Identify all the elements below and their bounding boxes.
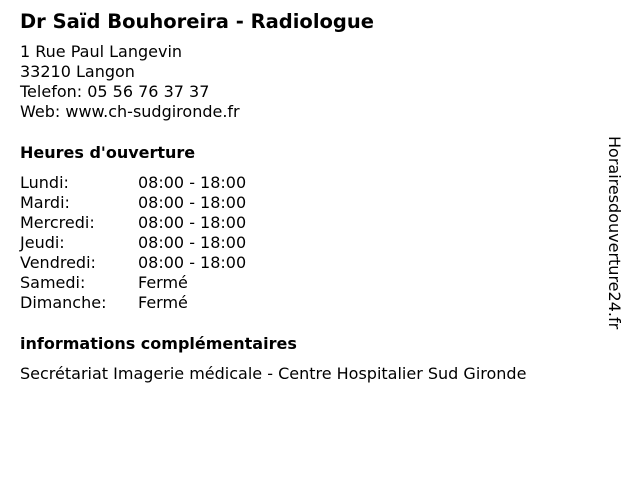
opening-hours-table	[20, 173, 526, 313]
phone-number: Telefon: 05 56 76 37 37	[20, 82, 210, 101]
hours-row-thursday	[20, 233, 526, 253]
site-watermark: Horairesdouverture24.fr	[605, 136, 624, 330]
day-label: Vendredi:	[20, 253, 96, 272]
hours-row-wednesday	[20, 213, 526, 233]
address-block	[20, 42, 526, 122]
day-hours: 08:00 - 18:00	[138, 173, 247, 192]
additional-info-heading: informations complémentaires	[20, 334, 297, 353]
hours-row-sunday	[20, 293, 526, 313]
opening-hours-heading: Heures d'ouverture	[20, 143, 196, 162]
page-title: Dr Saïd Bouhoreira - Radiologue	[20, 10, 374, 33]
day-hours: Fermé	[138, 293, 188, 312]
day-label: Mercredi:	[20, 213, 95, 232]
hours-row-friday	[20, 253, 526, 273]
day-label: Mardi:	[20, 193, 70, 212]
hours-row-saturday	[20, 273, 526, 293]
day-hours: Fermé	[138, 273, 188, 292]
day-hours: 08:00 - 18:00	[138, 253, 247, 272]
day-label: Lundi:	[20, 173, 69, 192]
additional-info-text: Secrétariat Imagerie médicale - Centre Hospitalier Sud Gironde	[20, 364, 527, 383]
day-hours: 08:00 - 18:00	[138, 193, 247, 212]
day-label: Dimanche:	[20, 293, 107, 312]
day-label: Jeudi:	[20, 233, 65, 252]
day-hours: 08:00 - 18:00	[138, 233, 247, 252]
business-card	[20, 10, 526, 384]
day-label: Samedi:	[20, 273, 86, 292]
hours-row-monday	[20, 173, 526, 193]
hours-row-tuesday	[20, 193, 526, 213]
website-link[interactable]: Web: www.ch-sudgironde.fr	[20, 102, 240, 121]
address-city: 33210 Langon	[20, 62, 135, 81]
address-street: 1 Rue Paul Langevin	[20, 42, 183, 61]
day-hours: 08:00 - 18:00	[138, 213, 247, 232]
